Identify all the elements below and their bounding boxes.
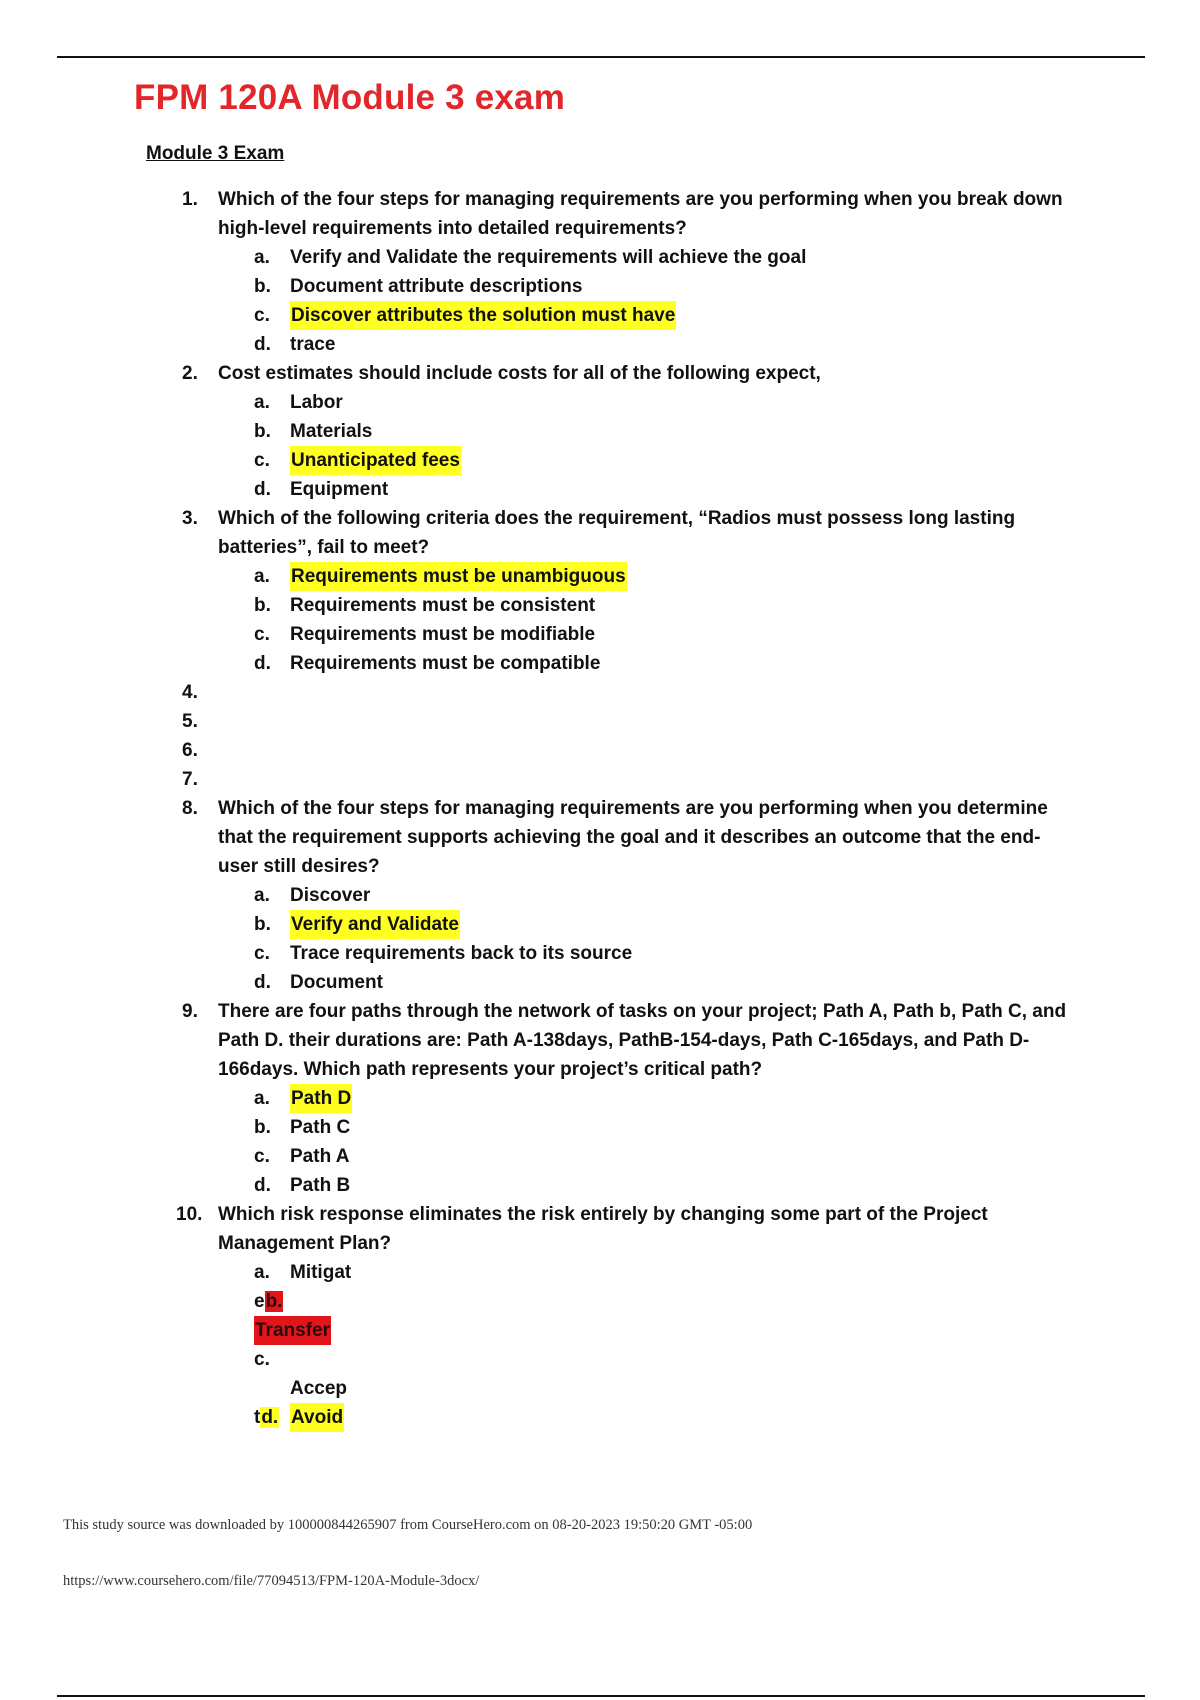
question-text-line: There are four paths through the network of tasks on your project; Path A, Path b, Path C, and bbox=[218, 1001, 1067, 1022]
question-text-line: Cost estimates should include costs for all of the following expect, bbox=[218, 363, 821, 384]
option-text: trace bbox=[290, 334, 336, 355]
question-text-line: Which risk response eliminates the risk entirely by changing some part of the Project bbox=[218, 1204, 988, 1225]
question-number: 8. bbox=[182, 798, 198, 819]
option-text-highlighted: Avoid bbox=[290, 1403, 344, 1432]
option-text: Document attribute descriptions bbox=[290, 276, 583, 297]
question-number: 2. bbox=[182, 363, 198, 384]
question-text-line: 166days. Which path represents your project’s critical path? bbox=[218, 1059, 763, 1080]
option-letter: b. bbox=[254, 1117, 271, 1138]
option-letter: a. bbox=[254, 1088, 270, 1109]
option-text: Trace requirements back to its source bbox=[290, 943, 633, 964]
stray-letter: t bbox=[254, 1407, 261, 1428]
question-text-line: Which of the following criteria does the requirement, “Radios must possess long lasting bbox=[218, 508, 1016, 529]
option-text: Verify and Validate the requirements will achieve the goal bbox=[290, 247, 807, 268]
bottom-rule bbox=[57, 1695, 1145, 1697]
question-number: 10. bbox=[176, 1204, 203, 1225]
question-text-line: batteries”, fail to meet? bbox=[218, 537, 430, 558]
option-b-marker bbox=[254, 1287, 283, 1316]
source-url[interactable]: https://www.coursehero.com/file/77094513/FPM-120A-Module-3docx/ bbox=[63, 1573, 480, 1589]
option-text-highlighted: Unanticipated fees bbox=[290, 446, 461, 475]
option-letter: a. bbox=[254, 1262, 270, 1283]
question-text-line: Which of the four steps for managing requirements are you performing when you determine bbox=[218, 798, 1048, 819]
option-text: Equipment bbox=[290, 479, 389, 500]
option-letter: d. bbox=[254, 1175, 271, 1196]
option-d-marker bbox=[254, 1403, 279, 1432]
option-text-highlighted: Verify and Validate bbox=[290, 910, 460, 939]
question-text-line: Which of the four steps for managing requirements are you performing when you break down bbox=[218, 189, 1063, 210]
option-text: Path A bbox=[290, 1146, 350, 1167]
download-note: This study source was downloaded by 100000844265907 from CourseHero.com on 08-20-2023 19:50:20 GMT -05:00 bbox=[63, 1517, 753, 1533]
option-letter: b. bbox=[254, 914, 271, 935]
question-text-line: Management Plan? bbox=[218, 1233, 392, 1254]
option-letter: d. bbox=[254, 479, 271, 500]
option-text: Path C bbox=[290, 1117, 351, 1138]
option-letter: b. bbox=[254, 276, 271, 297]
question-text-line: that the requirement supports achieving the goal and it describes an outcome that the end- bbox=[218, 827, 1041, 848]
option-letter-red: b. bbox=[265, 1291, 283, 1312]
option-letter: a. bbox=[254, 247, 270, 268]
empty-question-number: 6. bbox=[182, 740, 198, 761]
option-text: Requirements must be compatible bbox=[290, 653, 601, 674]
option-text: Requirements must be modifiable bbox=[290, 624, 596, 645]
document-title: FPM 120A Module 3 exam bbox=[134, 78, 566, 117]
option-letter-highlighted: d. bbox=[261, 1407, 279, 1428]
option-letter: a. bbox=[254, 566, 270, 587]
option-letter: c. bbox=[254, 305, 270, 326]
question-text-line: Path D. their durations are: Path A-138days, PathB-154-days, Path C-165days, and Path D- bbox=[218, 1030, 1030, 1051]
option-letter: d. bbox=[254, 334, 271, 355]
option-letter: b. bbox=[254, 421, 271, 442]
option-text: Requirements must be consistent bbox=[290, 595, 596, 616]
option-letter: c. bbox=[254, 450, 270, 471]
option-text: Mitigat bbox=[290, 1262, 352, 1283]
top-rule bbox=[57, 56, 1145, 58]
option-letter: c. bbox=[254, 1146, 270, 1167]
empty-question-number: 7. bbox=[182, 769, 198, 790]
option-text: Accep bbox=[290, 1378, 348, 1399]
option-letter: b. bbox=[254, 595, 271, 616]
option-letter: c. bbox=[254, 1349, 270, 1370]
option-text: Document bbox=[290, 972, 383, 993]
option-text-highlighted: Requirements must be unambiguous bbox=[290, 562, 627, 591]
option-letter: a. bbox=[254, 392, 270, 413]
option-text-red-highlight: Transfer bbox=[254, 1316, 331, 1345]
option-letter: a. bbox=[254, 885, 270, 906]
question-number: 3. bbox=[182, 508, 198, 529]
option-text-highlighted: Discover attributes the solution must have bbox=[290, 301, 676, 330]
question-number: 1. bbox=[182, 189, 198, 210]
empty-question-number: 4. bbox=[182, 682, 198, 703]
option-text: Materials bbox=[290, 421, 373, 442]
question-number: 9. bbox=[182, 1001, 198, 1022]
document-subtitle: Module 3 Exam bbox=[146, 143, 285, 164]
option-text: Path B bbox=[290, 1175, 351, 1196]
question-text-line: user still desires? bbox=[218, 856, 380, 877]
option-text: Labor bbox=[290, 392, 343, 413]
option-text: Discover bbox=[290, 885, 371, 906]
stray-letter: e bbox=[254, 1291, 265, 1312]
empty-question-number: 5. bbox=[182, 711, 198, 732]
option-letter: c. bbox=[254, 624, 270, 645]
option-letter: d. bbox=[254, 972, 271, 993]
question-text-line: high-level requirements into detailed requirements? bbox=[218, 218, 687, 239]
option-letter: d. bbox=[254, 653, 271, 674]
option-text-highlighted: Path D bbox=[290, 1084, 352, 1113]
option-letter: c. bbox=[254, 943, 270, 964]
